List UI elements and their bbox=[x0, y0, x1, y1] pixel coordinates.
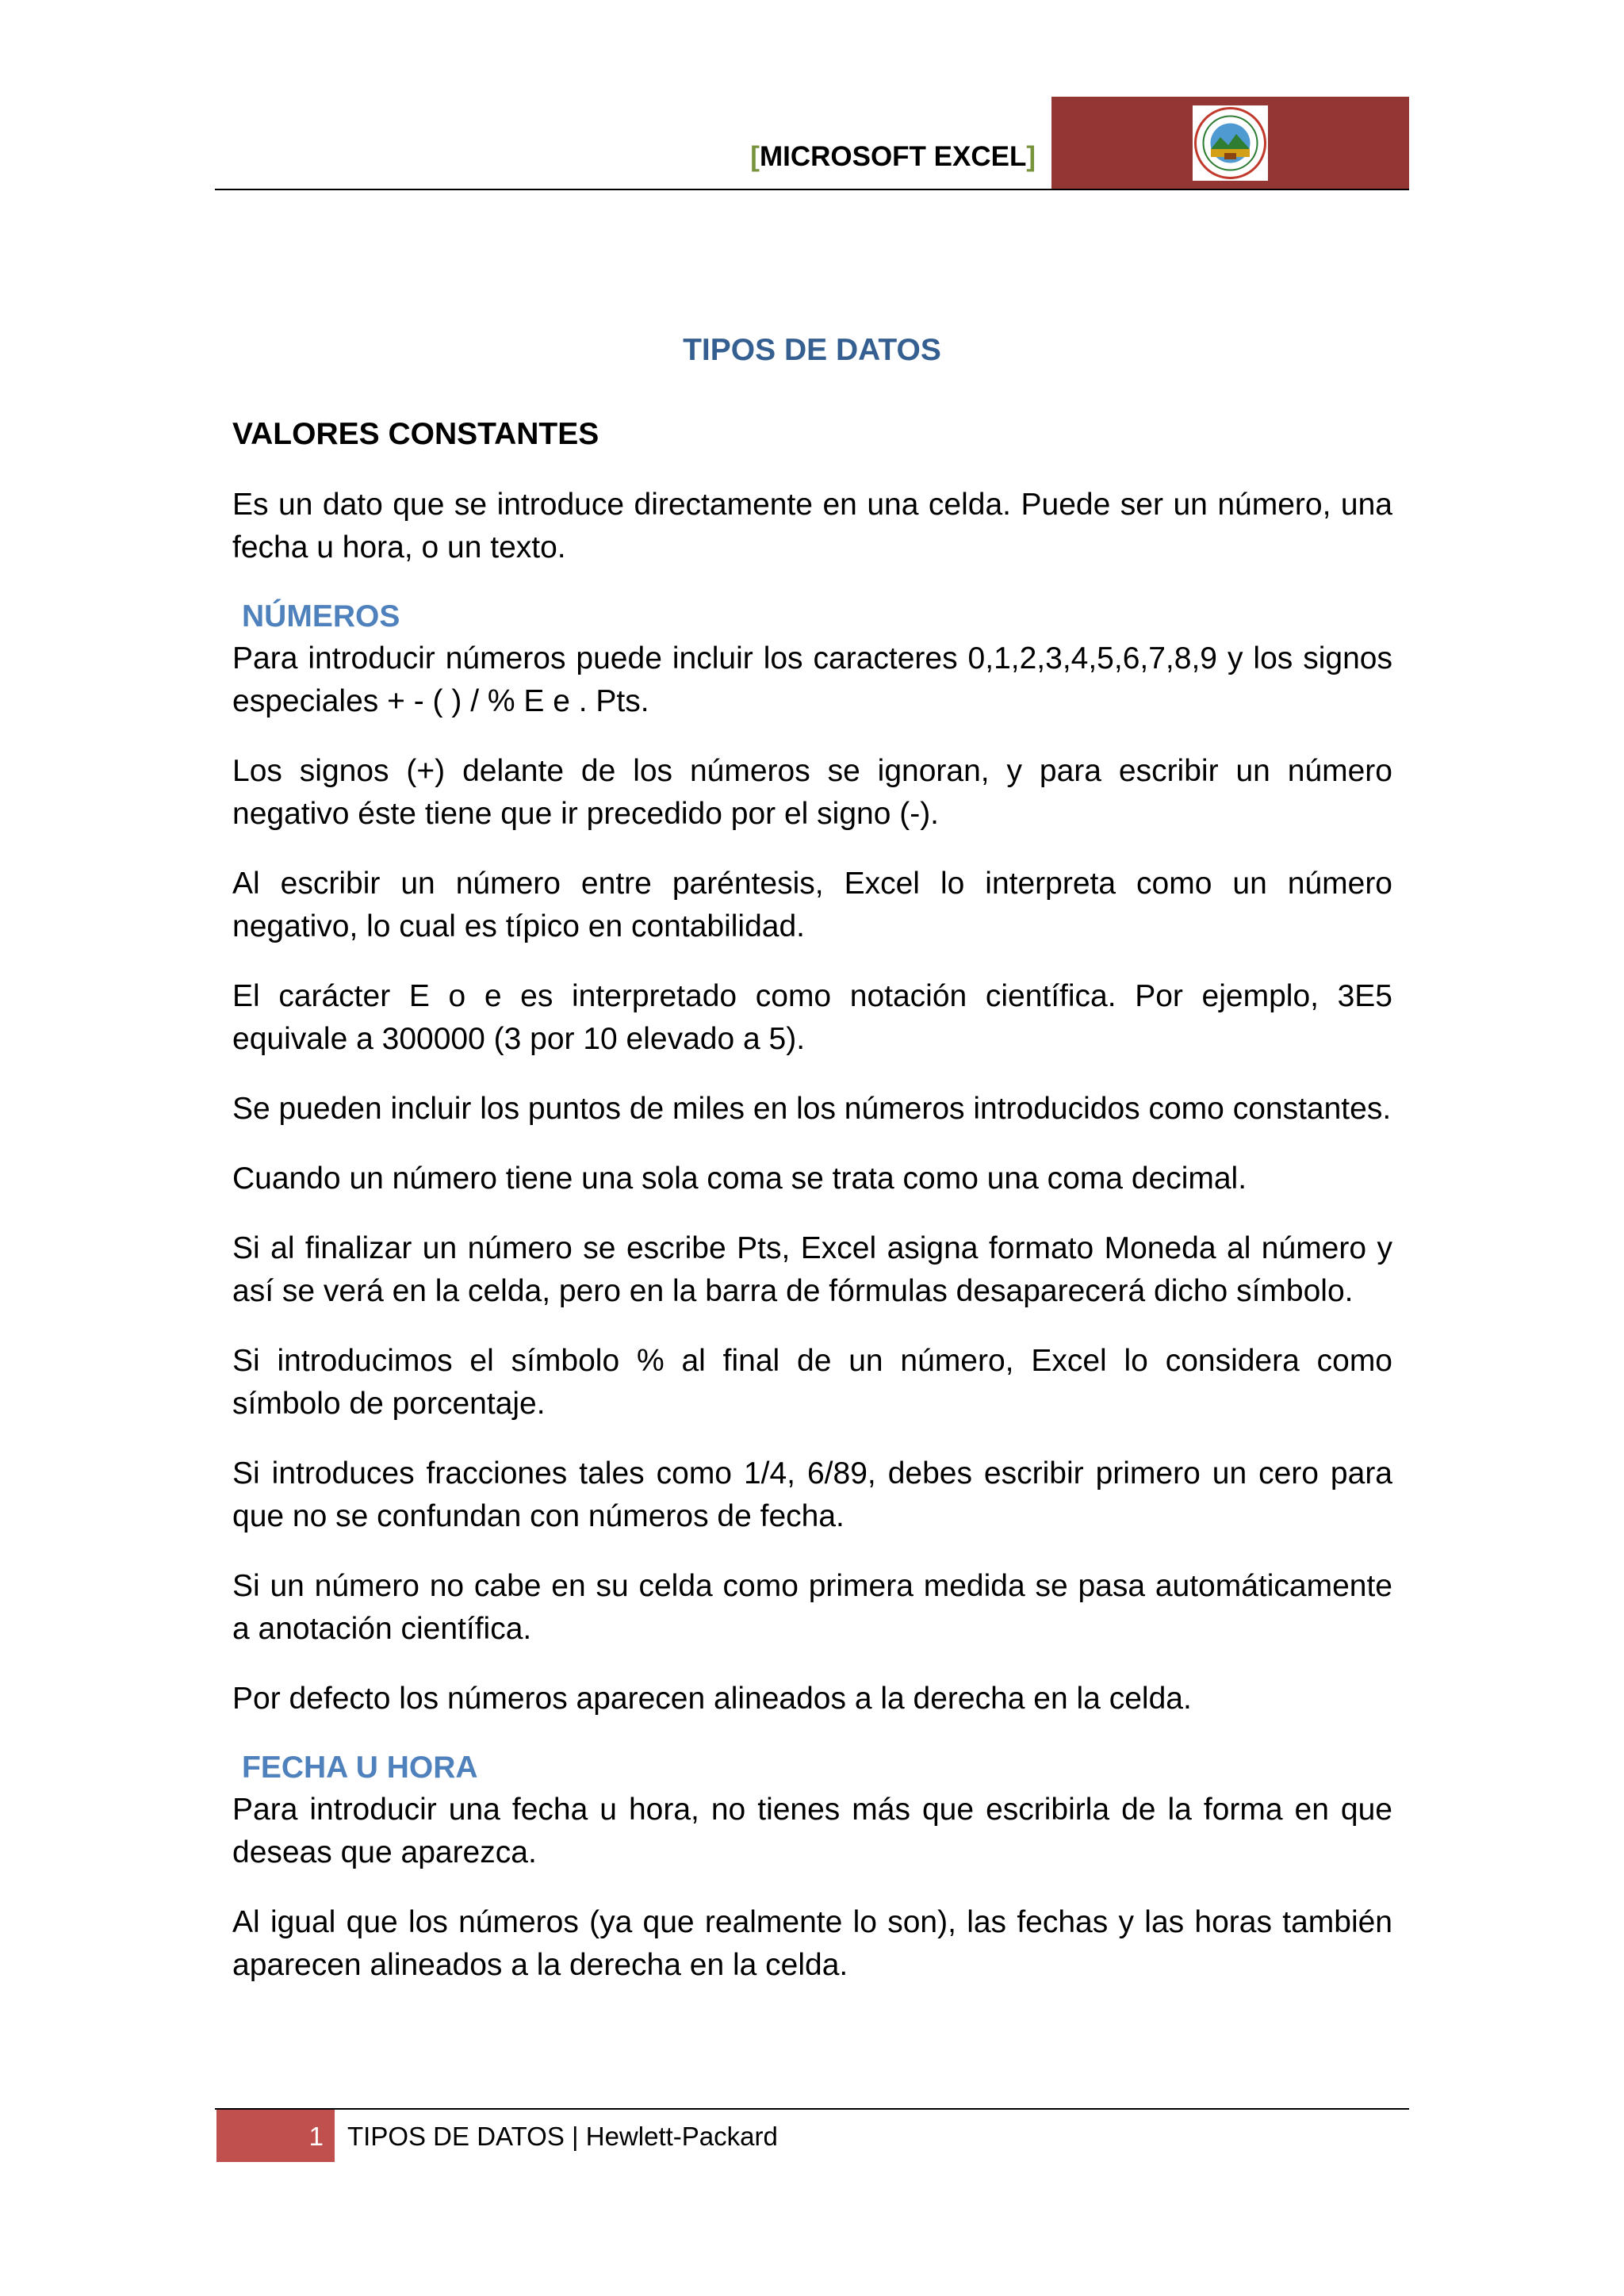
document-title: TIPOS DE DATOS bbox=[683, 333, 941, 367]
document-body bbox=[232, 412, 1392, 2014]
header-bracket-open: [ bbox=[750, 141, 760, 172]
paragraph: Los signos (+) delante de los números se ignoran, y para escribir un número negativo éste tiene que ir precedido por el signo (-). bbox=[232, 754, 1392, 831]
header-divider bbox=[215, 189, 1409, 190]
institution-seal-logo bbox=[1193, 105, 1268, 181]
footer-divider bbox=[215, 2108, 1409, 2110]
subheading-numeros: NÚMEROS bbox=[242, 599, 400, 633]
paragraph: Al escribir un número entre paréntesis, Excel lo interpreta como un número negativo, lo cual es típico en contabilidad. bbox=[232, 867, 1392, 943]
paragraph: Si un número no cabe en su celda como primera medida se pasa automáticamente a anotación científica. bbox=[232, 1569, 1392, 1646]
paragraph: El carácter E o e es interpretado como notación científica. Por ejemplo, 3E5 equivale a 300000 (3 por 10 elevado a 5). bbox=[232, 979, 1392, 1056]
paragraph: Para introducir números puede incluir los caracteres 0,1,2,3,4,5,6,7,8,9 y los signos especiales + - ( ) / % E e . Pts. bbox=[232, 641, 1392, 718]
header-bracket-close: ] bbox=[1026, 141, 1036, 172]
subheading-fecha-hora: FECHA U HORA bbox=[242, 1751, 478, 1785]
paragraph: Si introduces fracciones tales como 1/4, 6/89, debes escribir primero un cero para que no se confundan con números de fecha. bbox=[232, 1456, 1392, 1533]
footer-text: TIPOS DE DATOS | Hewlett-Packard bbox=[347, 2122, 778, 2151]
section-heading: VALORES CONSTANTES bbox=[232, 417, 599, 451]
paragraph: Cuando un número tiene una sola coma se trata como una coma decimal. bbox=[232, 1161, 1247, 1196]
header-title-text: MICROSOFT EXCEL bbox=[759, 141, 1027, 172]
paragraph: Si introducimos el símbolo % al final de un número, Excel lo considera como símbolo de porcentaje. bbox=[232, 1344, 1392, 1421]
paragraph: Para introducir una fecha u hora, no tienes más que escribirla de la forma en que deseas que aparezca. bbox=[232, 1793, 1392, 1869]
paragraph: Por defecto los números aparecen alineados a la derecha en la celda. bbox=[232, 1682, 1192, 1716]
paragraph: Al igual que los números (ya que realmente lo son), las fechas y las horas también aparecen alineados a la derecha en la celda. bbox=[232, 1905, 1392, 1982]
paragraph: Si al finalizar un número se escribe Pts, Excel asigna formato Moneda al número y así se verá en la celda, pero en la barra de fórmulas desaparecerá dicho símbolo. bbox=[232, 1231, 1392, 1308]
intro-paragraph: Es un dato que se introduce directamente en una celda. Puede ser un número, una fecha u hora, o un texto. bbox=[232, 488, 1392, 564]
header-title bbox=[714, 141, 1036, 173]
paragraph: Se pueden incluir los puntos de miles en los números introducidos como constantes. bbox=[232, 1092, 1392, 1126]
page-number: 1 bbox=[308, 2122, 324, 2151]
